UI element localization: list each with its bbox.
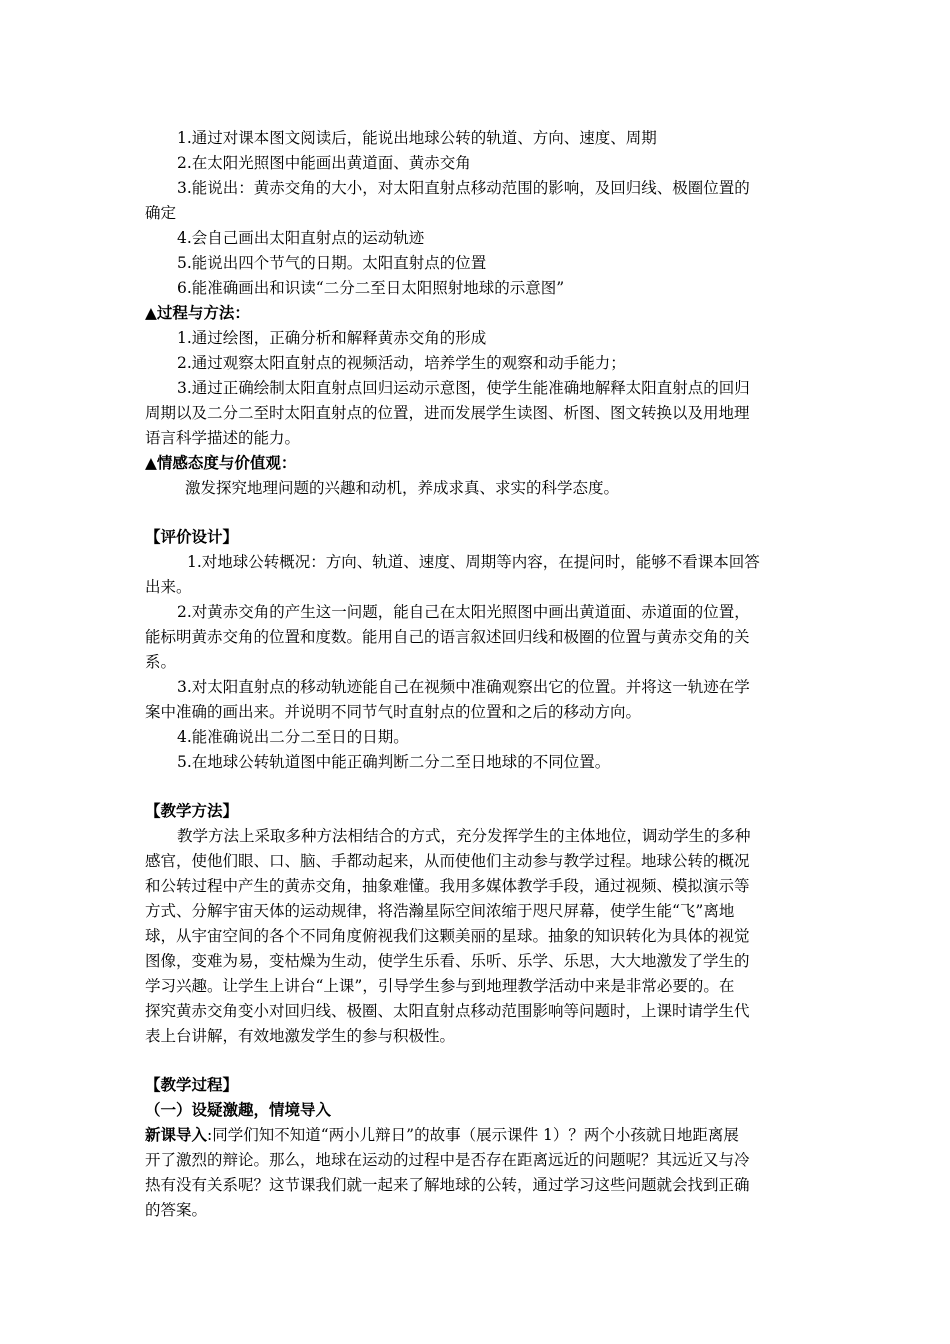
eval-line-2: 2.对黄赤交角的产生这一问题，能自己在太阳光照图中画出黄道面、赤道面的位置，: [177, 603, 750, 621]
eval-line-1-cont: 出来。: [145, 578, 192, 596]
eval-line-4: 4.能准确说出二分二至日的日期。: [177, 728, 409, 746]
eval-line-3-cont: 案中准确的画出来。并说明不同节气时直射点的位置和之后的移动方向。: [145, 703, 642, 721]
goal-line-2: 2.在太阳光照图中能画出黄道面、黄赤交角: [177, 154, 471, 172]
eval-line-2-cont-1: 能标明黄赤交角的位置和度数。能用自己的语言叙述回归线和极圈的位置与黄赤交角的关: [145, 628, 750, 646]
evaluation-heading: 【评价设计】: [145, 528, 239, 546]
process-method-heading: ▲过程与方法：: [145, 304, 250, 322]
method-line-3: 和公转过程中产生的黄赤交角，抽象难懂。我用多媒体教学手段，通过视频、模拟演示等: [145, 877, 750, 895]
goal-line-4: 4.会自己画出太阳直射点的运动轨迹: [177, 229, 425, 247]
process-line-3: 3.通过正确绘制太阳直射点回归运动示意图，使学生能准确地解释太阳直射点的回归: [177, 379, 750, 397]
process-section-heading: 【教学过程】: [145, 1076, 239, 1094]
method-line-9: 表上台讲解，有效地激发学生的参与积极性。: [145, 1027, 456, 1045]
method-line-2: 感官，使他们眼、口、脑、手都动起来，从而使他们主动参与教学过程。地球公转的概况: [145, 852, 750, 870]
method-line-7: 学习兴趣。让学生上讲台“上课”，引导学生参与到地理教学活动中来是非常必要的。在: [145, 977, 735, 995]
intro-line-3: 热有没有关系呢？这节课我们就一起来了解地球的公转，通过学习这些问题就会找到正确: [145, 1176, 750, 1194]
goal-line-3: 3.能说出：黄赤交角的大小，对太阳直射点移动范围的影响，及回归线、极圈位置的: [177, 179, 750, 197]
emotion-heading: ▲情感态度与价值观：: [145, 454, 297, 472]
intro-line-2: 开了激烈的辩论。那么，地球在运动的过程中是否存在距离远近的问题呢？其远近又与冷: [145, 1151, 750, 1169]
process-line-3-cont-1: 周期以及二分二至时太阳直射点的位置，进而发展学生读图、析图、图文转换以及用地理: [145, 404, 750, 422]
method-line-1: 教学方法上采取多种方法相结合的方式，充分发挥学生的主体地位，调动学生的多种: [177, 827, 751, 845]
goal-line-3-cont: 确定: [145, 204, 177, 222]
eval-line-3: 3.对太阳直射点的移动轨迹能自己在视频中准确观察出它的位置。并将这一轨迹在学: [177, 678, 750, 696]
method-line-4: 方式、分解宇宙天体的运动规律，将浩瀚星际空间浓缩于咫尺屏幕，使学生能“飞”离地: [145, 902, 735, 920]
method-heading: 【教学方法】: [145, 802, 239, 820]
eval-line-1: 1.对地球公转概况：方向、轨道、速度、周期等内容，在提问时，能够不看课本回答: [187, 553, 760, 571]
step1-heading: （一）设疑激趣，情境导入: [145, 1101, 332, 1119]
eval-line-5: 5.在地球公转轨道图中能正确判断二分二至日地球的不同位置。: [177, 753, 611, 771]
goal-line-5: 5.能说出四个节气的日期。太阳直射点的位置: [177, 254, 487, 272]
method-line-8: 探究黄赤交角变小对回归线、极圈、太阳直射点移动范围影响等问题时，上课时请学生代: [145, 1002, 750, 1020]
goal-line-6: 6.能准确画出和识读“二分二至日太阳照射地球的示意图”: [177, 279, 565, 297]
process-line-2: 2.通过观察太阳直射点的视频活动，培养学生的观察和动手能力；: [177, 354, 626, 372]
eval-line-2-cont-2: 系。: [145, 653, 177, 671]
method-line-5: 球，从宇宙空间的各个不同角度俯视我们这颗美丽的星球。抽象的知识转化为具体的视觉: [145, 927, 750, 945]
intro-line-1: [145, 1125, 739, 1145]
process-line-1: 1.通过绘图，正确分析和解释黄赤交角的形成: [177, 329, 487, 347]
intro-line-4: 的答案。: [145, 1201, 208, 1219]
intro-text: :同学们知不知道“两小儿辩日”的故事（展示课件 1）？两个小孩就日地距离展: [207, 1126, 739, 1144]
goal-line-1: 1.通过对课本图文阅读后，能说出地球公转的轨道、方向、速度、周期: [177, 129, 657, 147]
process-line-3-cont-2: 语言科学描述的能力。: [145, 429, 301, 447]
intro-label: 新课导入: [145, 1126, 208, 1144]
emotion-line: 激发探究地理问题的兴趣和动机，养成求真、求实的科学态度。: [185, 479, 620, 497]
method-line-6: 图像，变难为易，变枯燥为生动，使学生乐看、乐听、乐学、乐思，大大地激发了学生的: [145, 952, 750, 970]
